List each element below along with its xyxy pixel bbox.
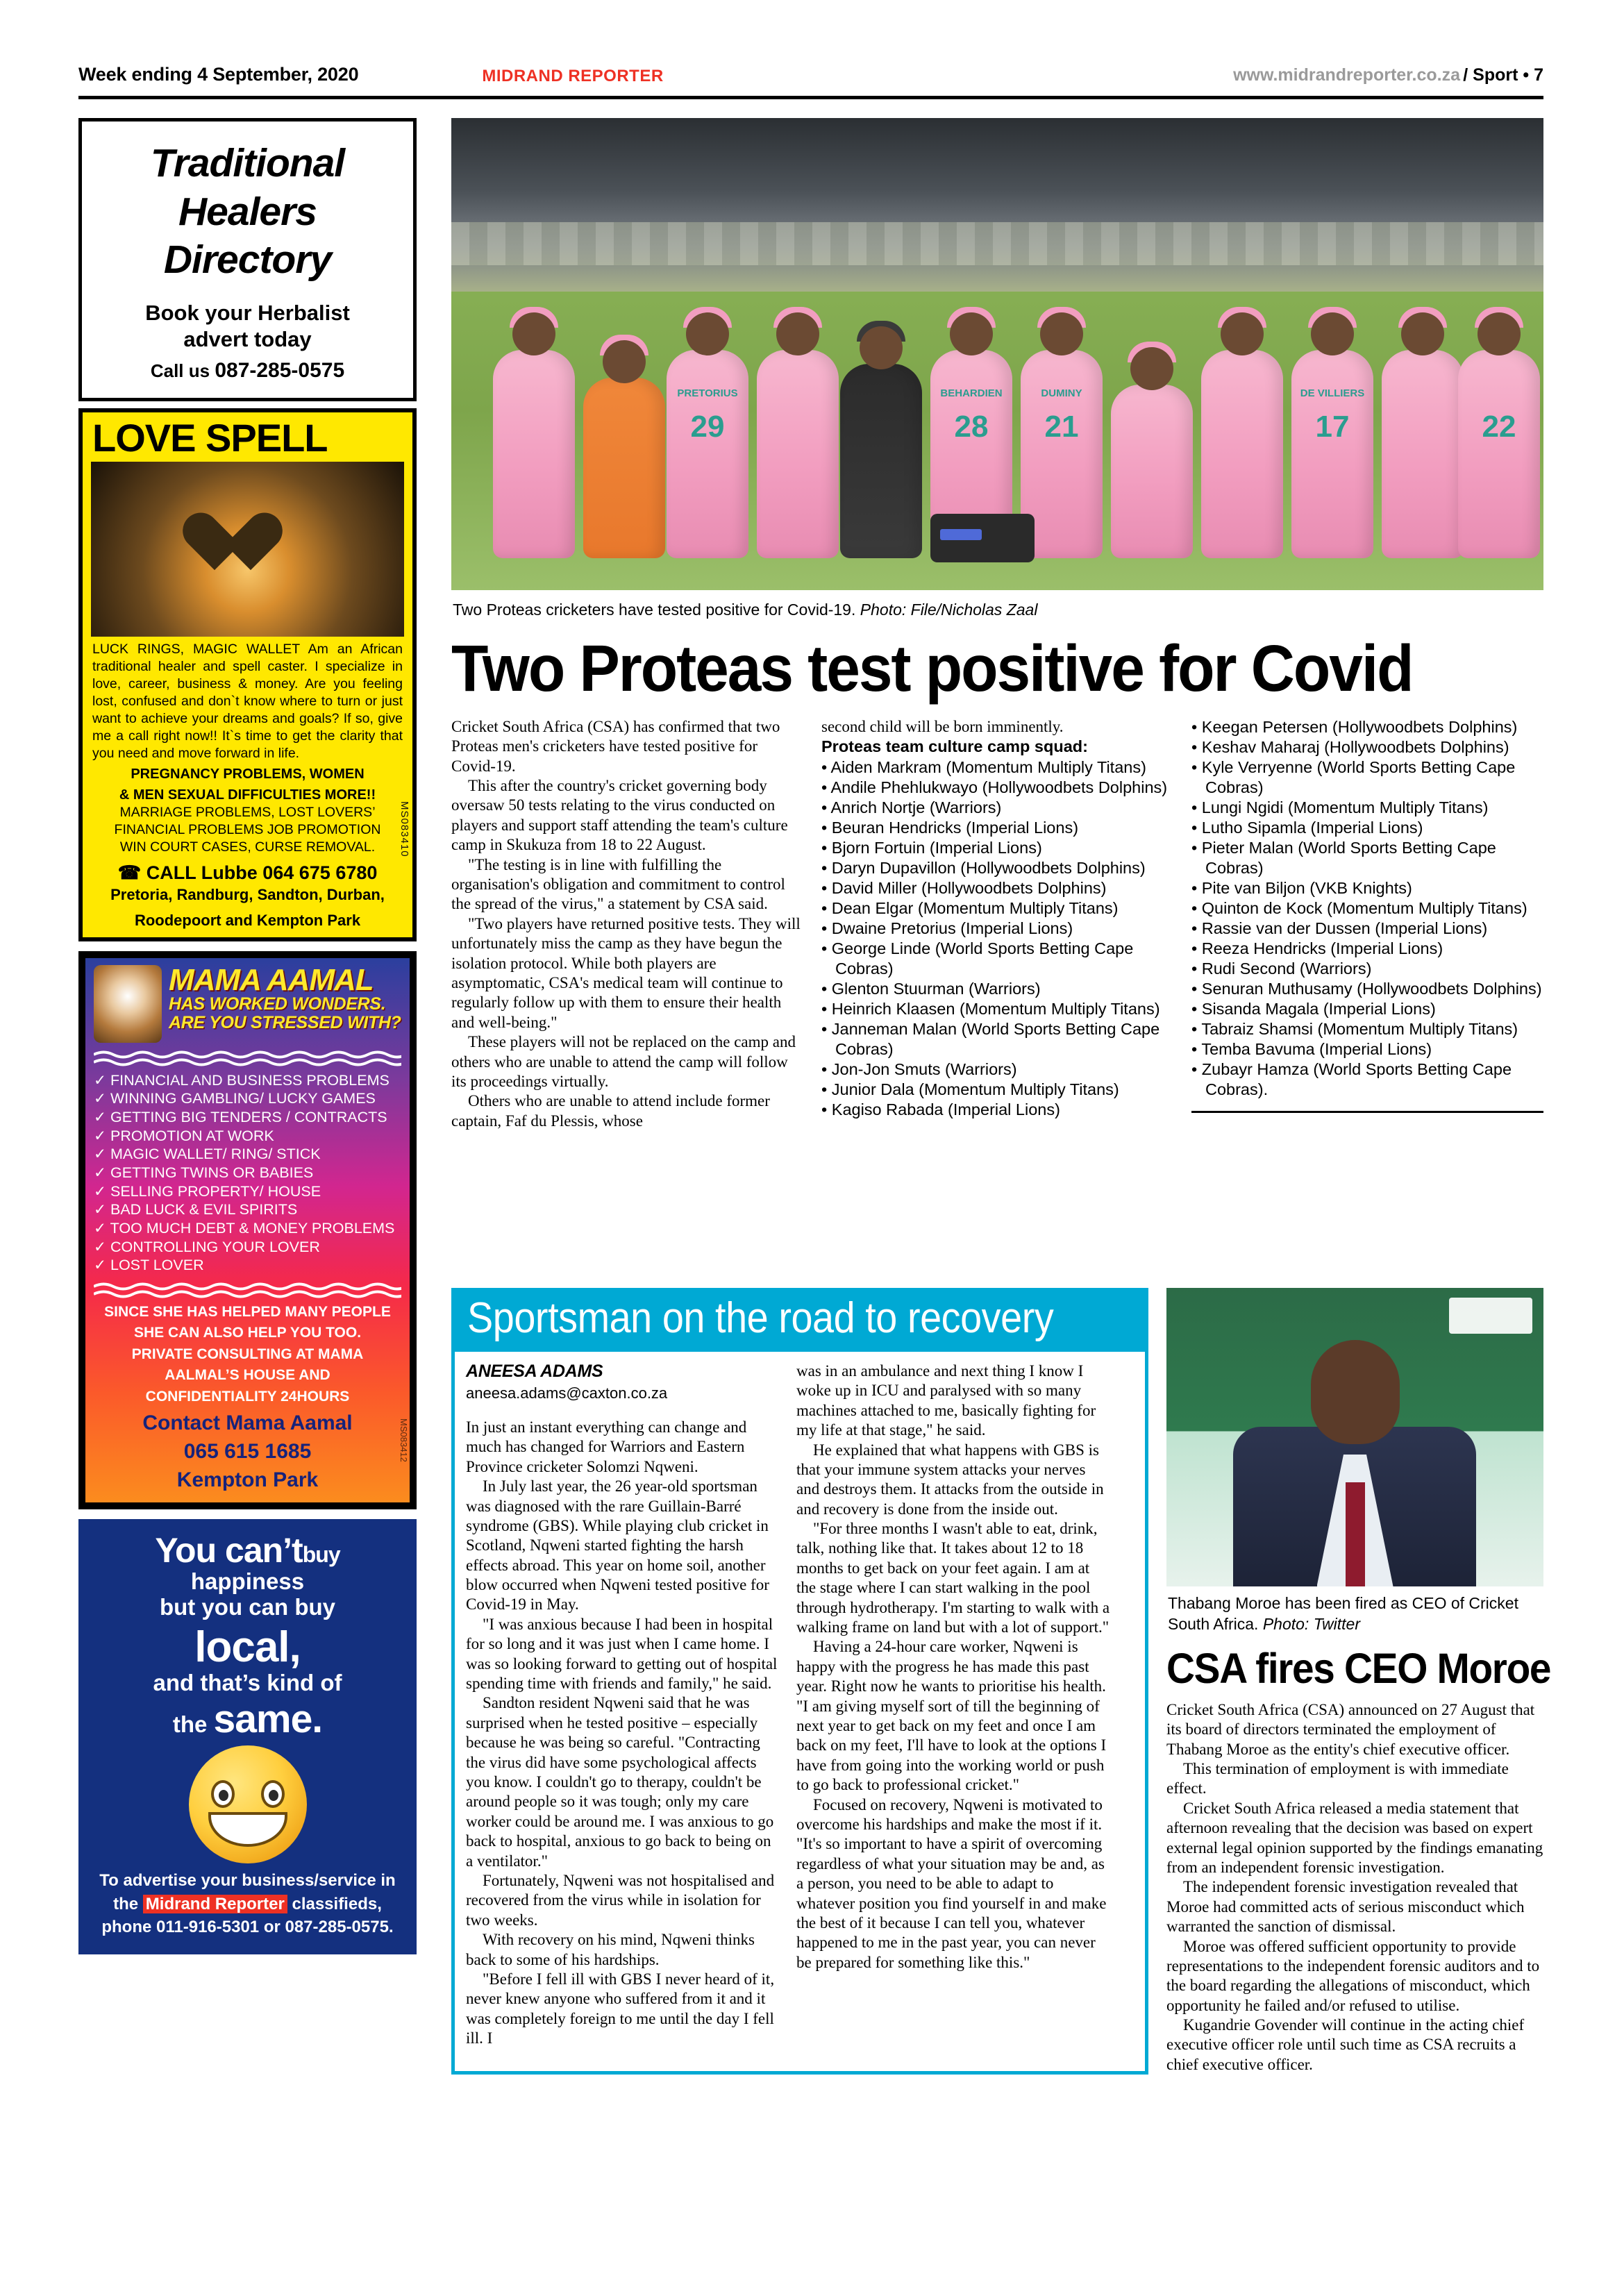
moroe-paragraph: Cricket South Africa released a media statement that afternoon revealing that the decision was based on expert external legal opinion supported by the findings emanating from an independent forensic investigation. [1166, 1799, 1543, 1876]
mama-note-1: SINCE SHE HAS HELPED MANY PEOPLE [104, 1304, 391, 1321]
lead-paragraph: These players will not be replaced on the camp and others who are unable to attend the camp will follow its proceedings virtually. [451, 1033, 796, 1090]
moroe-tie [1346, 1482, 1365, 1586]
list-item: • Rassie van der Dussen (Imperial Lions) [1191, 919, 1543, 939]
stadium-stand [451, 118, 1543, 292]
healers-line-1: Traditional [150, 141, 345, 185]
list-item: • Daryn Dupavillon (Hollywoodbets Dolphins) [821, 858, 1173, 878]
publication-name: MIDRAND REPORTER [482, 67, 664, 85]
buy-local-line-6b: same. [213, 1697, 323, 1742]
love-spell-bold-2: & MEN SEXUAL DIFFICULTIES MORE!! [119, 787, 376, 803]
list-item: • Junior Dala (Momentum Multiply Titans) [821, 1080, 1173, 1100]
list-item: • Zubayr Hamza (World Sports Betting Cape Cobras). [1191, 1059, 1543, 1100]
mama-line-2: HAS WORKED WONDERS. [169, 994, 386, 1014]
ad-traditional-healers[interactable] [78, 118, 417, 401]
mama-name: MAMA AAMAL [169, 962, 374, 997]
csa-logo [1449, 1298, 1532, 1334]
section-page-number: / Sport • 7 [1463, 65, 1543, 85]
foot2-highlight: Midrand Reporter [143, 1895, 287, 1913]
mama-contact-phone: 065 615 1685 [183, 1440, 312, 1464]
love-spell-title: LOVE SPELL [92, 416, 328, 460]
list-item: • Glenton Stuurman (Warriors) [821, 979, 1173, 999]
love-spell-caps-3: WIN COURT CASES, CURSE REMOVAL. [119, 839, 376, 855]
recovery-byline-email[interactable]: aneesa.adams@caxton.co.za [466, 1384, 668, 1402]
list-item: • Lungi Ngidi (Momentum Multiply Titans) [1191, 798, 1543, 818]
caption-text: Two Proteas cricketers have tested positive for Covid-19. [453, 601, 856, 619]
healers-line-3: Directory [163, 237, 332, 283]
love-spell-body: LUCK RINGS, MAGIC WALLET Am an African traditional healer and spell caster. I specialize in love, career, business & money. Are you feeling lost, confused and don`t know where to turn or just want to achieve your dreams and goals? If so, give me a call right now!! It`s time to get the clarity that you need and move forward in life. [92, 642, 403, 761]
lead-paragraph: "The testing is in line with fulfilling the organisation's obligation and commitment to control the spread of the virus," a statement by CSA said. [451, 855, 785, 913]
buy-local-foot-3: phone 011-916-5301 or 087-285-0575. [101, 1918, 394, 1937]
list-item: • Kagiso Rabada (Imperial Lions) [821, 1100, 1173, 1120]
lead-paragraph: Others who are unable to attend include former captain, Faf du Plessis, whose [451, 1092, 770, 1130]
praying-hands-photo [94, 965, 162, 1043]
lead-photo-caption [451, 590, 1543, 621]
recovery-paragraph: He explained that what happens with GBS is that your immune system attacks your nerves and destroys them. It attacks from the outside in and recovery is done from the inside out. [796, 1441, 1104, 1518]
moroe-paragraph: Moroe was offered sufficient opportunity to provide representations to the independent forensic auditors and to the board regarding the allegations of misconduct, which opportunity he failed and/or refused to utilise. [1166, 1937, 1540, 2014]
buy-local-line-4: local, [194, 1623, 301, 1672]
list-item: • Pite van Biljon (VKB Knights) [1191, 878, 1543, 898]
healers-line-2: Healers [178, 189, 317, 234]
mama-benefit-list [94, 1071, 401, 1275]
ad-buy-local[interactable] [78, 1519, 417, 1954]
lead-paragraph: This after the country's cricket governing body oversaw 50 tests relating to the virus conducted on players and support staff attending the team's culture camp in Skukuza from 18 to 22 August. [451, 777, 788, 854]
lower-section [451, 1288, 1551, 2075]
list-item: ✓ TOO MUCH DEBT & MONEY PROBLEMS [94, 1220, 395, 1237]
recovery-column-1 [466, 1361, 780, 2049]
smiley-left-eye-icon [211, 1780, 235, 1808]
list-item: • Rudi Second (Warriors) [1191, 959, 1543, 979]
buy-local-line-2: happiness [190, 1568, 305, 1595]
caption-credit: Photo: Twitter [1262, 1614, 1360, 1633]
list-item: • Quinton de Kock (Momentum Multiply Titans) [1191, 898, 1543, 919]
smiley-mouth-icon [208, 1812, 287, 1847]
recovery-story-box [451, 1288, 1148, 2075]
mama-ref-code: MS083412 [399, 1418, 409, 1463]
caption-credit: Photo: File/Nicholas Zaal [860, 601, 1038, 619]
healers-sub-2: advert today [183, 327, 312, 352]
kit-bag [930, 514, 1035, 562]
foot2-pre: the [113, 1894, 143, 1913]
masthead-rule [78, 96, 1543, 99]
mama-contact-town: Kempton Park [176, 1468, 319, 1492]
lead-column-1 [451, 717, 803, 1131]
recovery-column-2 [796, 1361, 1110, 2049]
list-item: ✓ PROMOTION AT WORK [94, 1127, 274, 1144]
recovery-paragraph: Focused on recovery, Nqweni is motivated to overcome his hardships and make the most if it. "It's so important to have a spirit of overcoming regardless of what your situation may be and, as a person, you need to be able to adapt to whatever position you find yourself in and make the best of it because I can tell you, whatever happened to me in the past year, you can never be prepared for something like this." [796, 1795, 1107, 1971]
column-rule [1191, 1111, 1543, 1113]
recovery-paragraph: "I was anxious because I had been in hospital for so long and it was just when I came home. I was so looking forward to getting out of hospital spending time with friends and family," he said. [466, 1615, 778, 1693]
mama-contact-1: Contact Mama Aamal [142, 1411, 353, 1435]
buy-local-line-1a: You can’t [155, 1531, 303, 1570]
list-item: • Andile Phehlukwayo (Hollywoodbets Dolphins) [821, 778, 1173, 798]
love-spell-towns-1: Pretoria, Randburg, Sandton, Durban, [110, 885, 385, 903]
love-spell-caps-2: FINANCIAL PROBLEMS JOB PROMOTION [114, 822, 381, 838]
ad-mama-aamal[interactable] [78, 951, 417, 1509]
list-item: ✓ WINNING GAMBLING/ LUCKY GAMES [94, 1090, 376, 1107]
love-spell-towns-2: Roodepoort and Kempton Park [134, 912, 361, 930]
moroe-photo-caption [1166, 1586, 1543, 1635]
wave-divider-bottom-icon [94, 1281, 401, 1299]
love-spell-caps-1: MARRIAGE PROBLEMS, LOST LOVERS’ [119, 804, 376, 820]
buy-local-line-5: and that’s kind of [153, 1670, 342, 1696]
recovery-paragraph: Sandton resident Nqweni said that he was surprised when he tested positive – especially because he was being so careful. "Contracting the virus did have some psychological affects you know. I couldn't go to therapy, couldn't be around people so it was tough; only my care worker could be around me. I was anxious to go back to hospital, anxious to go back to being on a ventilator." [466, 1694, 774, 1870]
list-item: • David Miller (Hollywoodbets Dolphins) [821, 878, 1173, 898]
recovery-paragraph: was in an ambulance and next thing I know I woke up in ICU and paralysed with so many machines attached to me, basically fighting for my life at that stage," he said. [796, 1361, 1096, 1439]
list-item: • Reeza Hendricks (Imperial Lions) [1191, 939, 1543, 959]
moroe-paragraph: Cricket South Africa (CSA) announced on 27 August that its board of directors terminated the employment of Thabang Moroe as the entity's chief executive officer. [1166, 1700, 1535, 1758]
main-content [451, 118, 1543, 1131]
lead-paragraph: "Two players have returned positive tests. They will unfortunately miss the camp as they have begun the isolation protocol. While both players are asymptomatic, CSA's medical team will continue to regularly follow up with them to ensure their health and well-being." [451, 914, 801, 1031]
recovery-paragraph: "For three months I wasn't able to eat, drink, talk, nothing like that. It takes about 12 to 18 months to get back on your feet again. I am at the stage where I can start walking in the pool through hydrotherapy. I'm starting to walk with a walking frame on land but with a lot of support." [796, 1520, 1110, 1636]
list-item: • Kyle Verryenne (World Sports Betting Cape Cobras) [1191, 757, 1543, 798]
list-item: ✓ GETTING BIG TENDERS / CONTRACTS [94, 1109, 387, 1126]
list-item: • Dean Elgar (Momentum Multiply Titans) [821, 898, 1173, 919]
list-item: • Sisanda Magala (Imperial Lions) [1191, 999, 1543, 1019]
lead-photo-proteas-huddle: PRETORIUS 29 BEHARDIEN 28 DUMINY 21 DE VILLIERS 17 22 [451, 118, 1543, 590]
lead-column-3 [1191, 717, 1543, 1131]
recovery-title-band [455, 1291, 1145, 1352]
mama-note-3: PRIVATE CONSULTING AT MAMA [131, 1346, 364, 1362]
mama-note-2: SHE CAN ALSO HELP YOU TOO. [133, 1325, 362, 1341]
mama-note-4: AALMAL’S HOUSE AND [165, 1367, 330, 1384]
list-item: ✓ BAD LUCK & EVIL SPIRITS [94, 1201, 298, 1218]
love-spell-bold-1: PREGNANCY PROBLEMS, WOMEN [131, 766, 365, 782]
recovery-paragraph: Fortunately, Nqweni was not hospitalised and recovered from the virus while in isolation for two weeks. [466, 1871, 775, 1929]
list-item: • Temba Bavuma (Imperial Lions) [1191, 1039, 1543, 1059]
buy-local-line-6a: the [172, 1711, 208, 1738]
moroe-photo [1166, 1288, 1543, 1586]
lead-column-2 [821, 717, 1173, 1131]
recovery-byline: ANEESA ADAMS [466, 1361, 603, 1381]
smiley-face-icon [189, 1745, 307, 1863]
list-item: ✓ MAGIC WALLET/ RING/ STICK [94, 1146, 321, 1163]
masthead [78, 61, 1543, 100]
love-spell-phone: ☎ CALL Lubbe 064 675 6780 [117, 862, 378, 883]
buy-local-foot-2 [88, 1893, 407, 1916]
list-item: • Lutho Sipamla (Imperial Lions) [1191, 818, 1543, 838]
list-item: • Heinrich Klaasen (Momentum Multiply Titans) [821, 999, 1173, 1019]
buy-local-foot-1: To advertise your business/service in [99, 1870, 396, 1890]
list-item: • George Linde (World Sports Betting Cape Cobras) [821, 939, 1173, 979]
moroe-paragraph: The independent forensic investigation revealed that Moroe had committed acts of serious misconduct which warranted the sanction of dismissal. [1166, 1878, 1525, 1936]
list-item: • Janneman Malan (World Sports Betting Cape Cobras) [821, 1019, 1173, 1059]
wave-divider-top-icon [94, 1049, 401, 1067]
list-item: • Keshav Maharaj (Hollywoodbets Dolphins) [1191, 737, 1543, 757]
ad-love-spell[interactable] [78, 408, 417, 941]
list-item: ✓ LOST LOVER [94, 1257, 204, 1274]
recovery-headline: Sportsman on the road to recovery [467, 1294, 1054, 1342]
issue-date: Week ending 4 September, 2020 [78, 64, 359, 85]
squad-heading: Proteas team culture camp squad: [821, 737, 1088, 756]
moroe-head [1311, 1340, 1400, 1444]
list-item: • Pieter Malan (World Sports Betting Cape Cobras) [1191, 838, 1543, 878]
healers-phone: 087-285-0575 [215, 359, 345, 383]
buy-local-line-6 [88, 1698, 407, 1741]
list-item: • Jon-Jon Smuts (Warriors) [821, 1059, 1173, 1080]
list-item: • Tabraiz Shamsi (Momentum Multiply Titans) [1191, 1019, 1543, 1039]
mama-note-5: CONFIDENTIALITY 24HOURS [145, 1388, 350, 1405]
recovery-paragraph: With recovery on his mind, Nqweni thinks back to some of his hardships. [466, 1931, 755, 1968]
list-item: • Bjorn Fortuin (Imperial Lions) [821, 838, 1173, 858]
list-item: ✓ FINANCIAL AND BUSINESS PROBLEMS [94, 1071, 390, 1089]
list-item: ✓ SELLING PROPERTY/ HOUSE [94, 1182, 321, 1200]
smiley-right-eye-icon [261, 1780, 285, 1808]
recovery-paragraph: In July last year, the 26 year-old sportsman was diagnosed with the rare Guillain-Barré syndrome (GBS). While playing club cricket in Scotland, Nqweni started fighting the harsh effects abroad. This year on home soil, another blow occurred when Nqweni tested positive for Covid-19 in May. [466, 1477, 769, 1614]
lead-story-columns [451, 717, 1543, 1131]
buy-local-line-3: but you can buy [159, 1594, 335, 1620]
moroe-body [1166, 1700, 1543, 2075]
foot2-post: classifieds, [287, 1894, 382, 1913]
squad-list-column-2 [821, 757, 1173, 1120]
buy-local-line-1 [88, 1533, 407, 1568]
moroe-paragraph: This termination of employment is with immediate effect. [1166, 1760, 1509, 1798]
recovery-paragraph: In just an instant everything can change and much has changed for Warriors and Eastern Province cricketer Solomzi Nqweni. [466, 1418, 747, 1475]
moroe-paragraph: Kugandrie Govender will continue in the acting chief executive officer role until such time as CSA recruits a chief executive officer. [1166, 2016, 1525, 2073]
list-item: ✓ GETTING TWINS OR BABIES [94, 1164, 314, 1182]
healers-call-label: Call us [150, 360, 210, 382]
left-ad-column [78, 118, 417, 1954]
recovery-paragraph: "Before I fell ill with GBS I never heard of it, never knew anyone who suffered from it and it was completely foreign to me until the day I fell ill. I [466, 1970, 775, 2047]
buy-local-line-1b: buy [302, 1542, 340, 1568]
list-item: • Anrich Nortje (Warriors) [821, 798, 1173, 818]
caption-text: Thabang Moroe has been fired as CEO of Cricket South Africa. [1168, 1594, 1518, 1633]
list-item: ✓ CONTROLLING YOUR LOVER [94, 1238, 320, 1255]
lead-paragraph: Cricket South Africa (CSA) has confirmed that two Proteas men's cricketers have tested positive for Covid-19. [451, 717, 780, 775]
list-item: • Senuran Muthusamy (Hollywoodbets Dolphins) [1191, 979, 1543, 999]
lead-paragraph: second child will be born imminently. [821, 717, 1064, 735]
list-item: • Dwaine Pretorius (Imperial Lions) [821, 919, 1173, 939]
squad-list-column-3 [1191, 717, 1543, 1100]
list-item: • Keegan Petersen (Hollywoodbets Dolphins) [1191, 717, 1543, 737]
healers-call-line [92, 359, 403, 383]
hands-heart-photo [91, 462, 404, 637]
list-item: • Beuran Hendricks (Imperial Lions) [821, 818, 1173, 838]
lead-headline: Two Proteas test positive for Covid [451, 631, 1413, 705]
buy-local-footer [88, 1869, 407, 1939]
recovery-paragraph: Having a 24-hour care worker, Nqweni is happy with the progress he has made this past year. Right now he wants to prioritise his health. "I am giving myself sort of till the beginning of next year to get back on my feet and once I am back on my feet, I'll have to look at the options I have from going into the working world or push to go back to professional cricket." [796, 1638, 1107, 1794]
moroe-headline: CSA fires CEO Moroe [1166, 1644, 1551, 1692]
healers-sub-1: Book your Herbalist [145, 300, 350, 325]
list-item: • Aiden Markram (Momentum Multiply Titans) [821, 757, 1173, 778]
moroe-story-column [1166, 1288, 1551, 2075]
mama-line-3: ARE YOU STRESSED WITH? [169, 1013, 401, 1033]
website-url[interactable]: www.midrandreporter.co.za [1233, 65, 1460, 85]
love-spell-ref-code: MS083410 [399, 801, 410, 857]
heart-shape-icon [215, 514, 281, 581]
